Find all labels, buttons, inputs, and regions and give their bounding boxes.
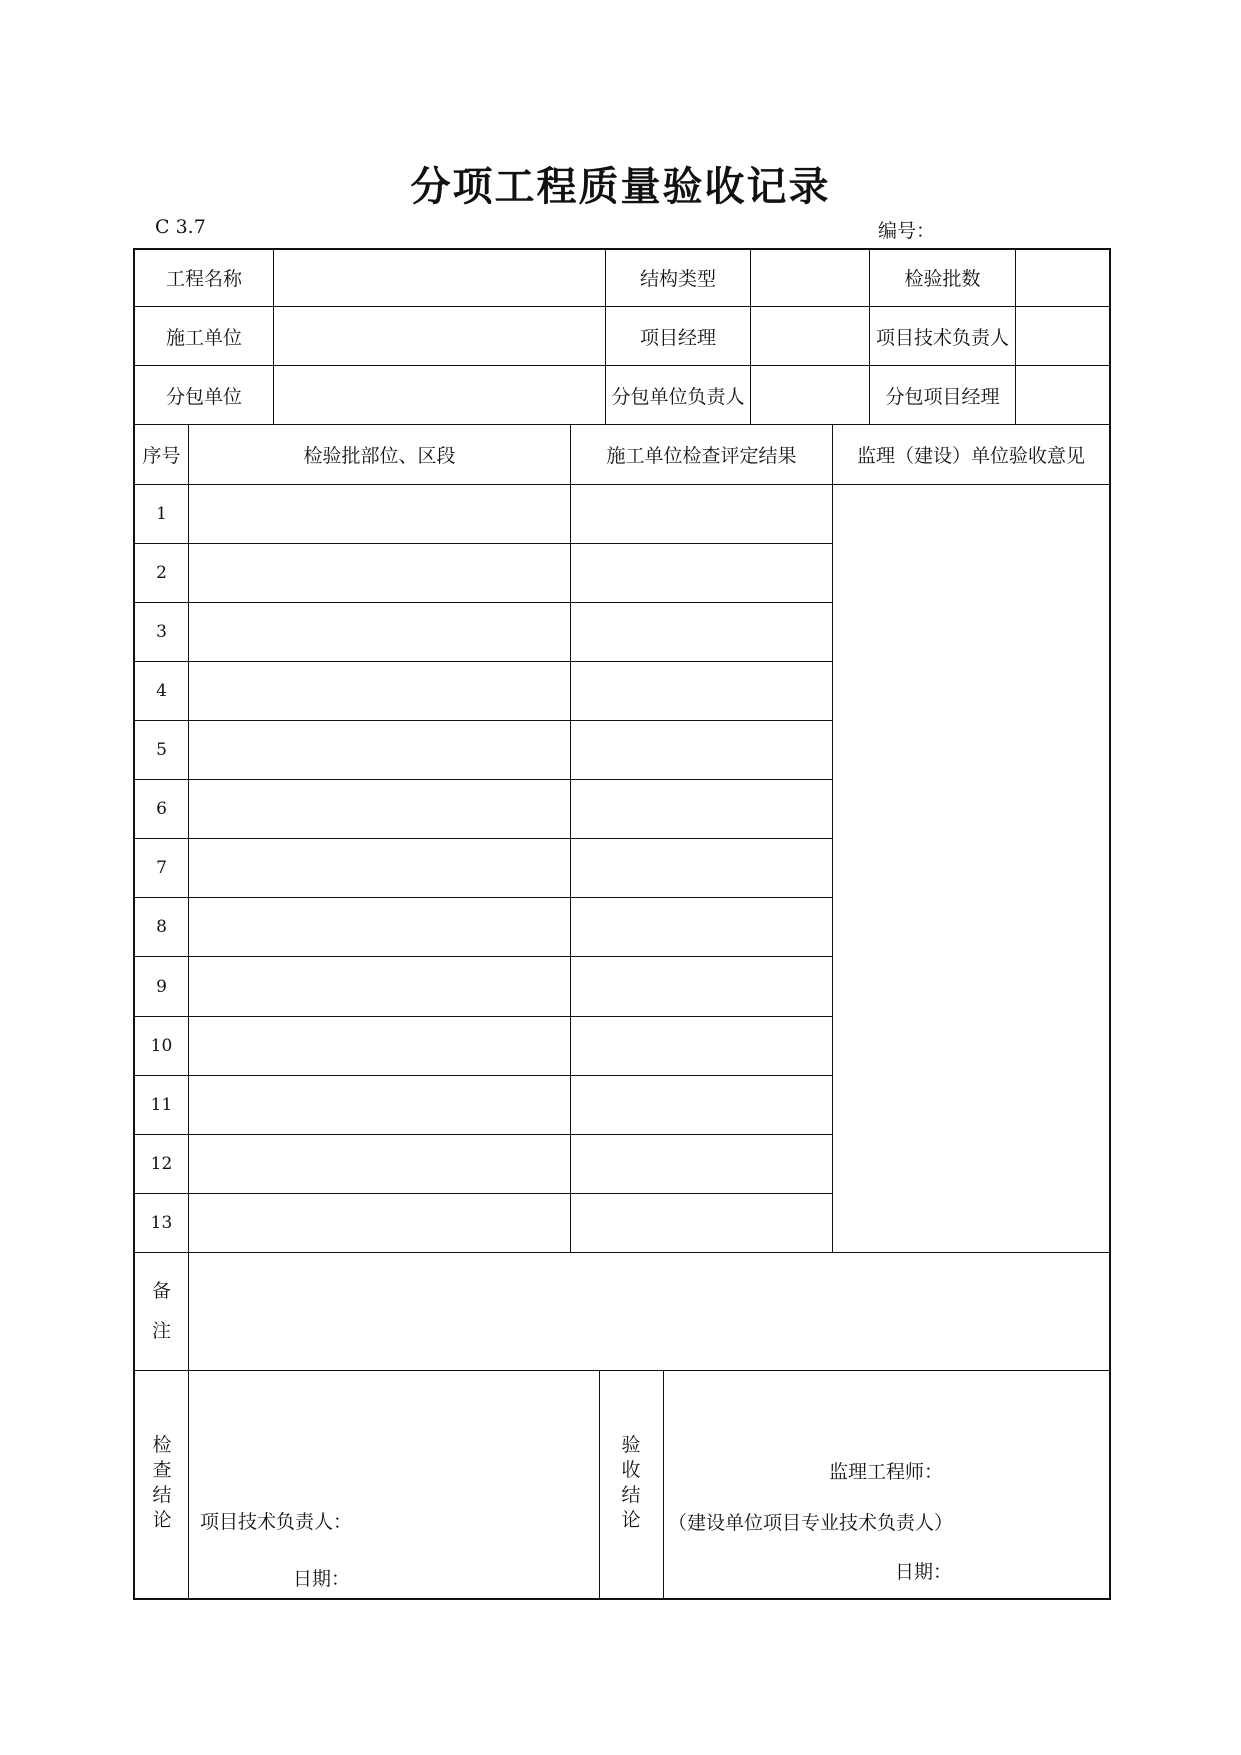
sub-lead-label: 分包单位负责人 xyxy=(611,385,745,408)
row-divider xyxy=(133,720,832,721)
tech-lead-label: 项目技术负责人 xyxy=(875,326,1009,349)
row-number: 4 xyxy=(156,681,167,701)
page-title: 分项工程质量验收记录 xyxy=(410,163,831,210)
row-number: 12 xyxy=(150,1154,173,1174)
row-divider xyxy=(133,1016,832,1017)
supervising-engineer-label: 监理工程师： xyxy=(829,1460,944,1483)
form-code: C 3.7 xyxy=(155,216,206,238)
col-divider xyxy=(599,1370,600,1600)
row-number: 6 xyxy=(156,799,167,819)
row-divider xyxy=(133,543,832,544)
document-number-label: 编号： xyxy=(878,220,936,242)
col-header-opinion: 监理（建设）单位验收意见 xyxy=(856,445,1085,467)
row-divider xyxy=(133,484,1111,485)
row-divider xyxy=(133,602,832,603)
row-number: 7 xyxy=(156,858,167,878)
row-divider xyxy=(133,1193,832,1194)
row-number: 8 xyxy=(156,917,167,937)
subcontractor-label: 分包单位 xyxy=(165,385,242,408)
row-divider xyxy=(133,661,832,662)
row-number: 13 xyxy=(150,1213,173,1233)
col-header-no: 序号 xyxy=(142,445,181,467)
remarks-label: 备 xyxy=(151,1279,171,1302)
remarks-label: 注 xyxy=(151,1319,171,1342)
row-number: 5 xyxy=(156,740,167,760)
col-divider xyxy=(273,248,274,424)
col-divider xyxy=(188,1370,189,1600)
row-divider xyxy=(133,1252,1111,1253)
check-date-label: 日期： xyxy=(293,1567,351,1590)
row-divider xyxy=(133,779,832,780)
row-number: 9 xyxy=(156,976,167,997)
row-number: 11 xyxy=(150,1095,173,1115)
row-number: 2 xyxy=(156,563,167,583)
col-divider xyxy=(1015,248,1016,424)
col-header-result: 施工单位检查评定结果 xyxy=(606,445,797,467)
row-divider xyxy=(133,897,832,898)
row-number: 1 xyxy=(156,504,167,524)
row-divider xyxy=(133,1370,1111,1371)
row-number: 10 xyxy=(150,1036,173,1056)
col-divider xyxy=(832,424,833,1252)
owner-tech-lead-note: （建设单位项目专业技术负责人） xyxy=(668,1511,954,1534)
contractor-label: 施工单位 xyxy=(165,326,242,349)
acceptance-date-label: 日期： xyxy=(895,1560,953,1583)
col-divider xyxy=(750,248,751,424)
sub-pm-label: 分包项目经理 xyxy=(885,385,1000,408)
row-divider xyxy=(133,1134,832,1135)
project-name-label: 工程名称 xyxy=(165,267,242,290)
col-divider xyxy=(663,1370,664,1600)
row-divider xyxy=(133,1075,832,1076)
row-divider xyxy=(133,956,832,957)
row-number: 3 xyxy=(156,622,167,642)
acceptance-conclusion-label: 验 收 结 论 xyxy=(621,1434,641,1531)
col-divider xyxy=(188,424,189,1370)
col-header-location: 检验批部位、区段 xyxy=(303,445,456,467)
check-signer-label: 项目技术负责人： xyxy=(200,1510,353,1533)
structure-type-label: 结构类型 xyxy=(639,267,716,290)
row-divider xyxy=(133,838,832,839)
col-divider xyxy=(570,424,571,1252)
check-conclusion-label: 检 查 结 论 xyxy=(152,1434,172,1531)
batch-count-label: 检验批数 xyxy=(904,267,981,290)
project-manager-label: 项目经理 xyxy=(639,326,716,349)
